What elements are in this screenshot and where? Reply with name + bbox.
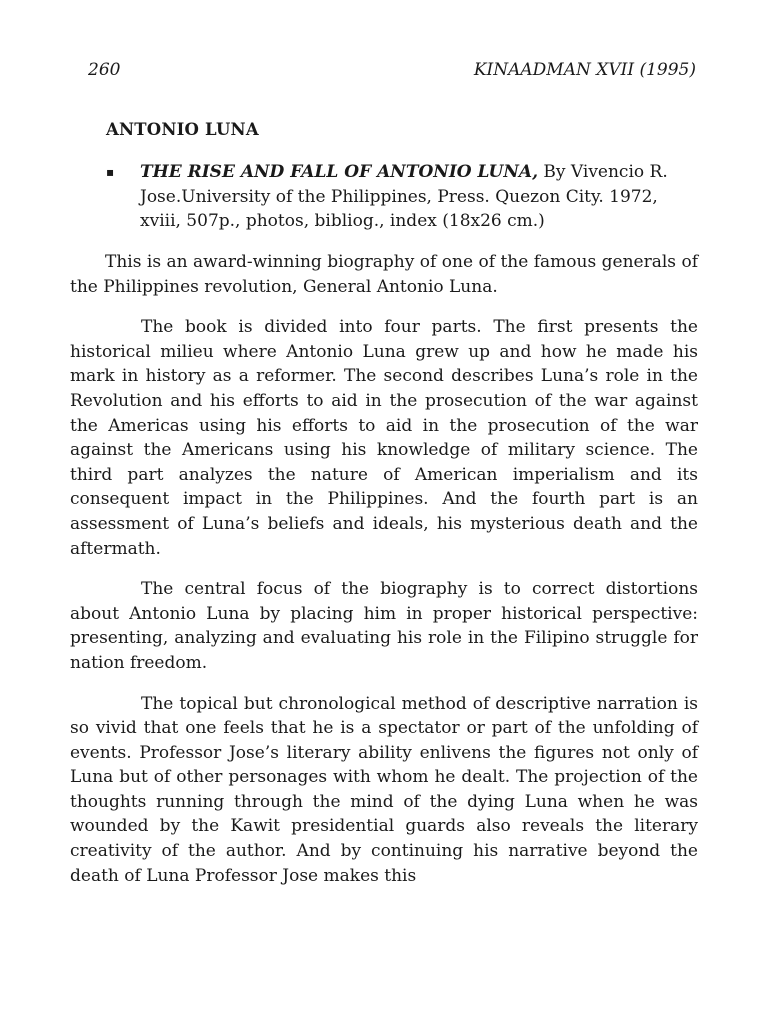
running-header (88, 60, 696, 84)
page-number: 260 (88, 60, 121, 80)
book-title: THE RISE AND FALL OF ANTONIO LUNA, (140, 162, 538, 182)
paragraph-book-parts: The book is divided into four parts. The first presents the historical milieu where Antonio Luna grew up and how he made his mark in history as a reformer. The second describes Luna’s role in the Revolution and his efforts to aid in the prosecution of the war against the Americas using his efforts to aid in the prosecution of the war against the Americans using his knowledge of military science. The third part analyzes the nature of American imperialism and its consequent impact in the Philippines. And the fourth part is an assessment of Luna’s beliefs and ideals, his mysterious death and the aftermath. (70, 317, 698, 559)
paragraph-narration: The topical but chronological method of descriptive narration is so vivid that one feels that he is a spectator or part of the unfolding of events. Professor Jose’s literary ability enlivens the figures not only of Luna but of other personages with whom he dealt. The projection of the thoughts running through the mind of the dying Luna when he was wounded by the Kawit presidential guards also reveals the literary creativity of the author. And by continuing his narrative beyond the death of Luna Professor Jose makes this (70, 693, 698, 886)
paragraph-intro: This is an award-winning biography of one of the famous generals of the Philippines revolution, General Antonio Luna. (70, 252, 698, 297)
citation-text (140, 160, 698, 234)
bullet-icon: ▪ (106, 165, 115, 179)
paragraph-central-focus: The central focus of the biography is to correct distortions about Antonio Luna by placing him in proper historical perspective: presenting, analyzing and evaluating his role in the Filipino struggle for nation freedom. (70, 579, 698, 673)
body-text (70, 250, 698, 904)
section-heading: ANTONIO LUNA (106, 120, 259, 139)
citation-details: By Vivencio R. Jose.University of the Philippines, Press. Quezon City. 1972, xviii, 507p., photos, bibliog., index (18x26 cm.) (140, 162, 668, 231)
book-citation (106, 160, 698, 234)
journal-title: KINAADMAN XVII (1995) (473, 60, 696, 80)
